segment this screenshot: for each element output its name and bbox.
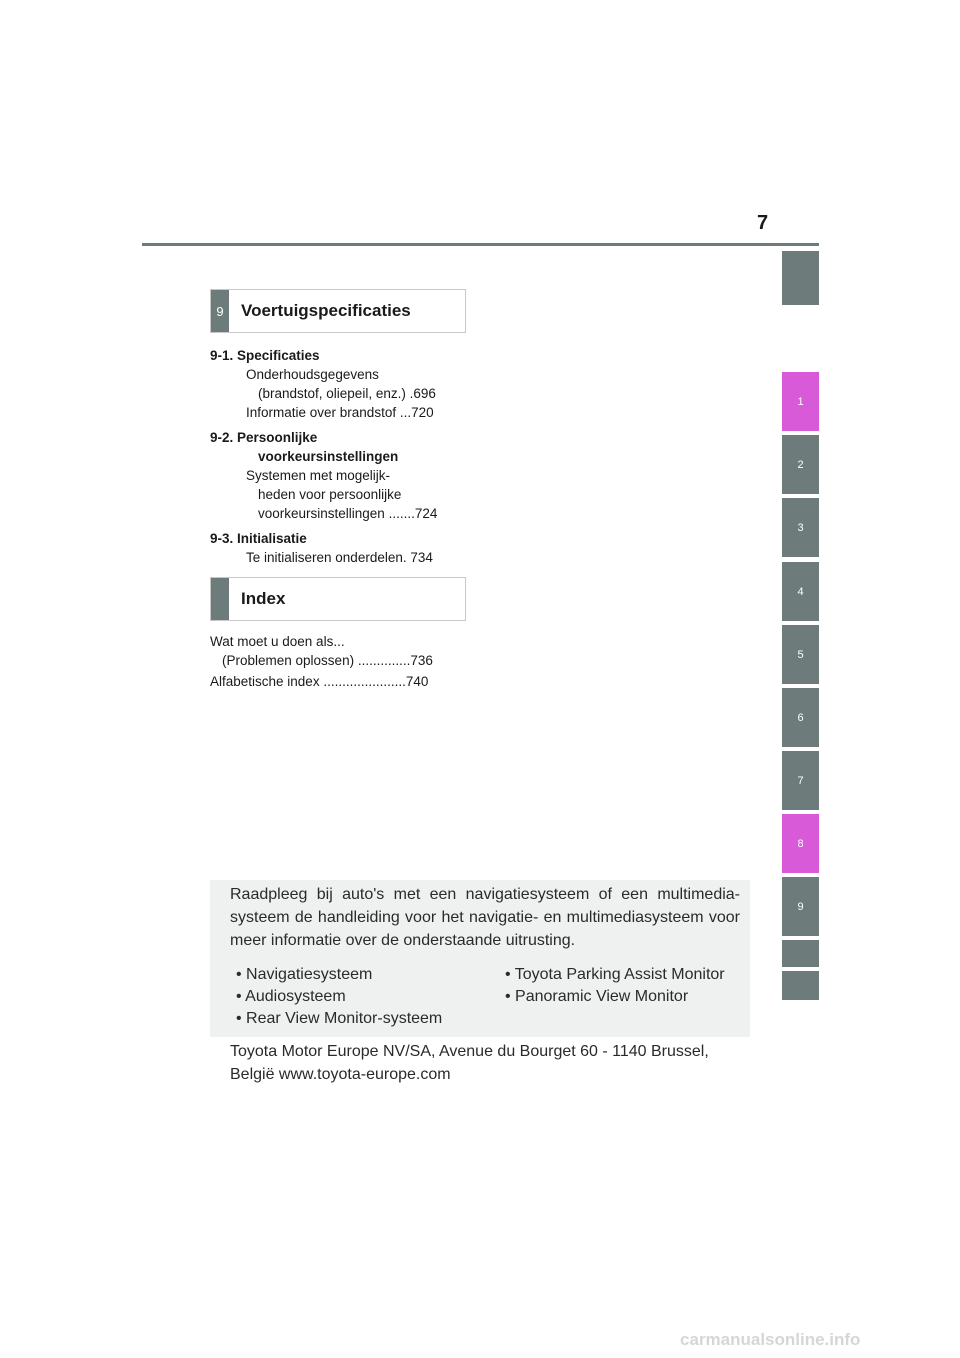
chapter-tab-1[interactable]: 1 [782,372,819,431]
chapter-tab-7[interactable]: 7 [782,751,819,810]
toc-entry[interactable]: Alfabetische index ......................740 [210,674,429,689]
toc-chapter-cont[interactable]: voorkeursinstellingen [258,449,399,464]
toc-entry-cont[interactable]: (brandstof, oliepeil, enz.) .696 [258,386,436,401]
toc-entry-cont[interactable]: voorkeursinstellingen .......724 [258,506,438,521]
list-item: • Navigatiesysteem [236,966,373,983]
chapter-tab-2[interactable]: 2 [782,435,819,494]
list-item: • Toyota Parking Assist Monitor [505,966,725,983]
toc-entry[interactable]: Informatie over brandstof ...720 [246,405,434,420]
header-rule [142,243,819,246]
list-item: • Audiosysteem [236,988,346,1005]
chapter-tab-blank-b[interactable] [782,971,819,1000]
toc-entry[interactable]: Wat moet u doen als... [210,634,345,649]
toc-entry[interactable]: Systemen met mogelijk- [246,468,391,483]
chapter-tab-3[interactable]: 3 [782,498,819,557]
toc-entry[interactable]: Te initialiseren onderdelen. 734 [246,550,433,565]
section-title: Index [241,589,286,608]
toc-chapter-9-1[interactable]: 9-1. Specificaties [210,348,320,363]
toc-section-9 [210,346,466,567]
section-number: 9 [211,290,229,332]
toc-entry-cont[interactable]: (Problemen oplossen) ..............736 [222,653,433,668]
chapter-tab-9[interactable]: 9 [782,877,819,936]
chapter-tab-5[interactable]: 5 [782,625,819,684]
chapter-tab-blank-top[interactable] [782,251,819,305]
chapter-tab-8[interactable]: 8 [782,814,819,873]
section-title: Voertuigspecificaties [241,301,411,320]
list-item: • Panoramic View Monitor [505,988,689,1005]
page-number: 7 [757,212,769,234]
toc-entry[interactable]: Onderhoudsgegevens [246,367,379,382]
list-item: • Rear View Monitor-systeem [236,1010,443,1027]
toc-chapter-9-2[interactable]: 9-2. Persoonlijke [210,430,318,445]
chapter-tab-6[interactable]: 6 [782,688,819,747]
section-header-9 [210,289,466,333]
toc-chapter-9-3[interactable]: 9-3. Initialisatie [210,531,307,546]
publisher-address: Toyota Motor Europe NV/SA, Avenue du Bourget 60 - 1140 Brussel, België www.toyota-europe.com [230,1043,709,1083]
section-number [211,578,229,620]
info-text: Raadpleeg bij auto's met een navigatiesysteem of een multimedia-systeem de handleiding voor het navigatie- en multimediasysteem voor meer informatie over de onderstaande uitrusting. [230,886,740,949]
section-header-index [210,577,466,621]
toc-entry-cont[interactable]: heden voor persoonlijke [258,487,402,502]
chapter-tab-blank-a[interactable] [782,940,819,967]
watermark: carmanualsonline.info [680,1330,861,1349]
chapter-tab-4[interactable]: 4 [782,562,819,621]
toc-index [210,632,466,691]
